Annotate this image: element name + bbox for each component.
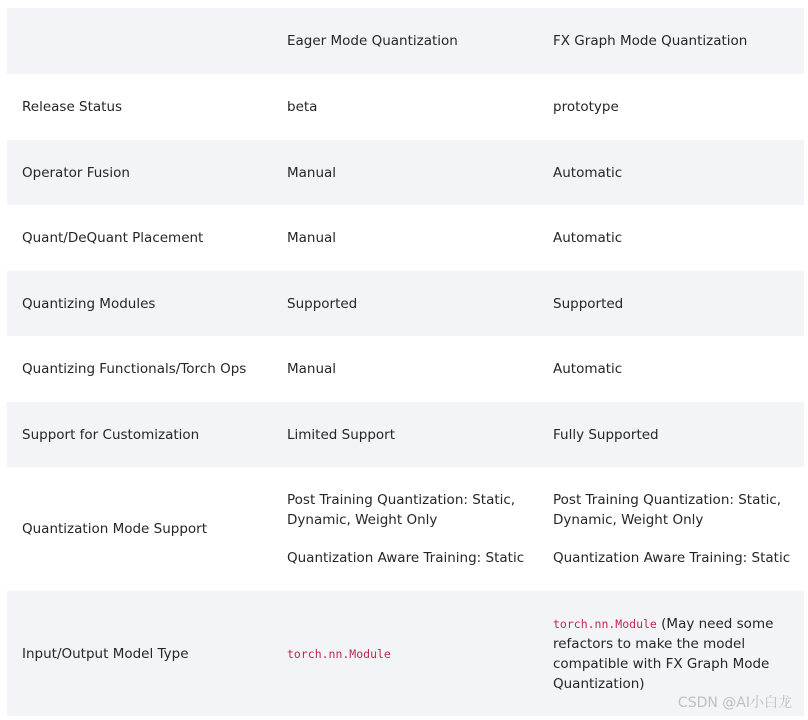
table-row [7, 74, 804, 140]
fx-note-text: (May need some refactors to make the model compatible with FX Graph Mode Quantization) [553, 615, 774, 692]
header-cell-eager: Eager Mode Quantization [287, 33, 458, 49]
eager-qat-text: Quantization Aware Training: Static [287, 550, 525, 566]
eager-value: Manual [287, 164, 337, 181]
row-label: Quant/DeQuant Placement [22, 230, 204, 246]
fx-ptq-text: Post Training Quantization: Static, Dynamic, Weight Only [553, 492, 782, 528]
fx-value [538, 490, 804, 568]
fx-value: Supported [553, 295, 624, 312]
fx-value [538, 614, 804, 694]
fx-value: Automatic [553, 230, 623, 246]
comparison-table [7, 8, 804, 716]
table-header-row [7, 8, 804, 74]
table-row [7, 140, 804, 205]
eager-value: Supported [287, 295, 358, 312]
row-label: Quantizing Functionals/Torch Ops [22, 361, 247, 377]
table-row [7, 271, 804, 336]
watermark: CSDN @AI小白龙 [677, 695, 792, 711]
table-row [7, 336, 804, 402]
fx-code: torch.nn.Module [553, 616, 657, 631]
eager-value: Limited Support [287, 426, 395, 443]
eager-value: Manual [287, 230, 337, 246]
fx-qat-text: Quantization Aware Training: Static [553, 550, 791, 566]
eager-ptq-text: Post Training Quantization: Static, Dynamic, Weight Only [287, 492, 516, 528]
fx-value: Automatic [553, 361, 623, 377]
header-cell-fx: FX Graph Mode Quantization [553, 33, 748, 49]
row-label: Quantizing Modules [22, 295, 156, 312]
row-label: Operator Fusion [22, 164, 130, 181]
eager-code: torch.nn.Module [287, 646, 391, 661]
eager-value: beta [287, 99, 318, 115]
row-label: Input/Output Model Type [22, 645, 189, 662]
eager-value [272, 644, 538, 664]
table-row [7, 402, 804, 467]
row-label: Support for Customization [22, 426, 200, 443]
row-label: Release Status [22, 99, 123, 115]
eager-value: Manual [287, 361, 337, 377]
fx-value: Fully Supported [553, 426, 659, 443]
fx-value: Automatic [553, 164, 623, 181]
row-label: Quantization Mode Support [22, 521, 208, 537]
table-row [7, 467, 804, 591]
fx-value: prototype [553, 99, 619, 115]
eager-value [272, 490, 538, 568]
table-row [7, 205, 804, 271]
